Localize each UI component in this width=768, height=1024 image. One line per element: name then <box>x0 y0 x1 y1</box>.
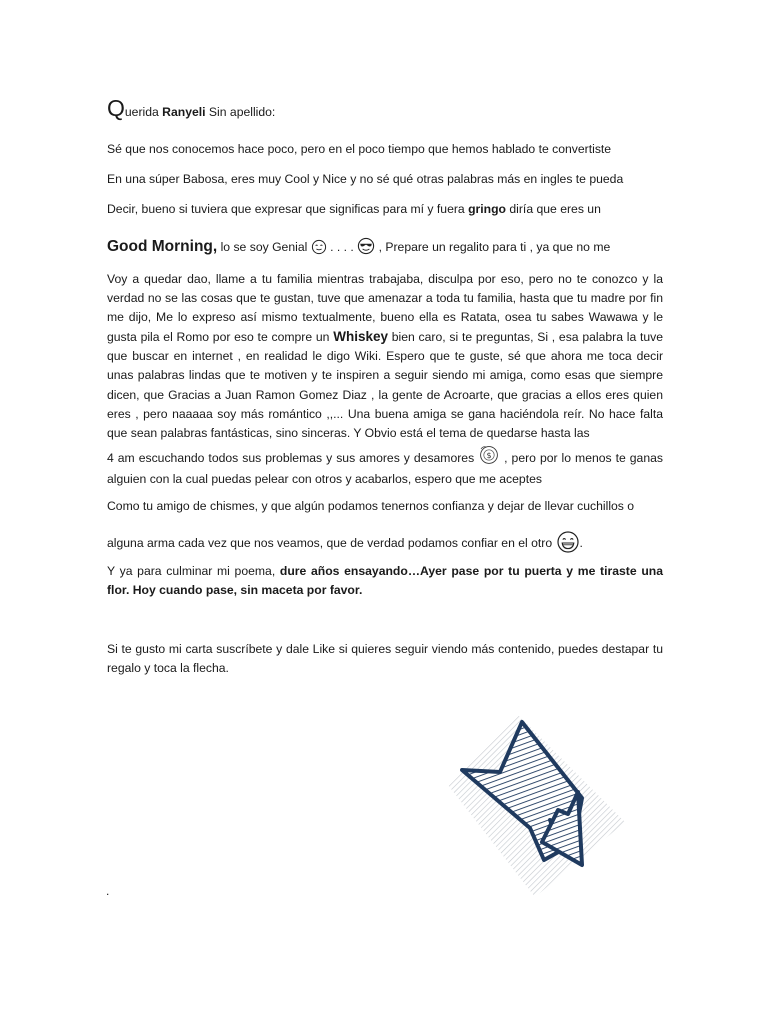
para4-before: Y ya para culminar mi poema, <box>107 564 276 578</box>
para3-after: . <box>579 536 583 550</box>
salutation <box>107 97 275 122</box>
whiskey-word: Whiskey <box>333 329 388 345</box>
para3-before: alguna arma cada vez que nos veamos, que de verdad podamos confiar en el otro <box>107 536 553 550</box>
letter-line-2: En una súper Babosa, eres muy Cool y Nice y no sé qué otras palabras más en ingles te pueda <box>107 172 624 186</box>
para2-before: 4 am escuchando todos sus problemas y sus amores y desamores <box>107 451 475 465</box>
line4-middle: lo se soy Genial <box>220 240 308 254</box>
paragraph-story <box>107 270 663 443</box>
line4-after: , Prepare un regalito para ti , ya que no me <box>378 240 611 254</box>
line3-after: diría que eres un <box>509 202 601 216</box>
salutation-suffix: Sin apellido: <box>208 105 276 119</box>
trailing-dot: . <box>106 884 110 898</box>
poem-bold-text: dure años ensayando…Ayer pase por tu puerta y me tiraste una flor. Hoy cuando pase, sin maceta por favor. <box>107 564 663 598</box>
salutation-first-letter: Q <box>107 95 125 121</box>
paragraph-friend-line-2 <box>107 530 583 554</box>
paragraph-late-night <box>107 444 663 489</box>
paragraph-closing: Si te gusto mi carta suscríbete y dale Like si quieres seguir viendo más contenido, puedes destapar tu regalo y toca la flecha. <box>107 642 663 676</box>
grinning-face-icon <box>556 530 580 554</box>
svg-text:$: $ <box>486 451 492 460</box>
para1-after: bien caro, si te preguntas, Si , esa palabra la tuve que buscar en internet , en realidad le digo Wiki. Espero que te guste, sé que ahora me toca decir unas palabras lindas que te motiven y te inspiren a seguir siendo mi amiga, como esas que siempre dicen, que Gracias a Juan Ramon Gomez Diaz , la gente de Acroarte, que gracias a ellos eres quien eres , pero naaaaa soy más romántico ,,... Una buena amiga se gana haciéndola reír. No hace falta que sean palabras fantásticas, sino sinceras. Y Obvio está el tema de quedarse hasta las <box>107 330 664 440</box>
para2-after: , pero por lo menos te ganas alguien con la cual puedas pelear con otros y acabarlos, espero que me aceptes <box>107 451 663 486</box>
letter-line-1: Sé que nos conocemos hace poco, pero en el poco tiempo que hemos hablado te convertiste <box>107 142 612 156</box>
wink-face-icon <box>311 239 327 255</box>
line3-bold-word: gringo <box>468 202 506 216</box>
hand-drawn-arrow-icon[interactable] <box>440 710 630 900</box>
paragraph-friend-line-1: Como tu amigo de chismes, y que algún podamos tenernos confianza y dejar de llevar cuchillos o <box>107 499 635 513</box>
paragraph-poem <box>107 562 663 600</box>
line3-before: Decir, bueno si tuviera que expresar que significas para mí y fuera <box>107 202 465 216</box>
salutation-word: uerida <box>124 105 159 119</box>
line4-dots: . . . . <box>330 240 354 254</box>
sad-money-icon <box>478 444 500 466</box>
letter-line-4 <box>107 237 610 257</box>
para1-before: Voy a quedar dao, llame a tu familia mientras trabajaba, disculpa por eso, pero no te conozco y la verdad no se las cosas que te gustan, tuve que amenazar a toda tu familia, hasta que tu madre por fin me dijo, Me lo expreso así mismo textualmente, bueno ella es Ratata, osea tu sabes Wawawa y le gusta pila el Romo por eso te compre un <box>107 272 663 345</box>
sunglasses-face-icon <box>357 237 375 255</box>
letter-line-3 <box>107 200 601 219</box>
good-morning-text: Good Morning, <box>107 238 218 255</box>
recipient-name: Ranyeli <box>162 105 206 119</box>
